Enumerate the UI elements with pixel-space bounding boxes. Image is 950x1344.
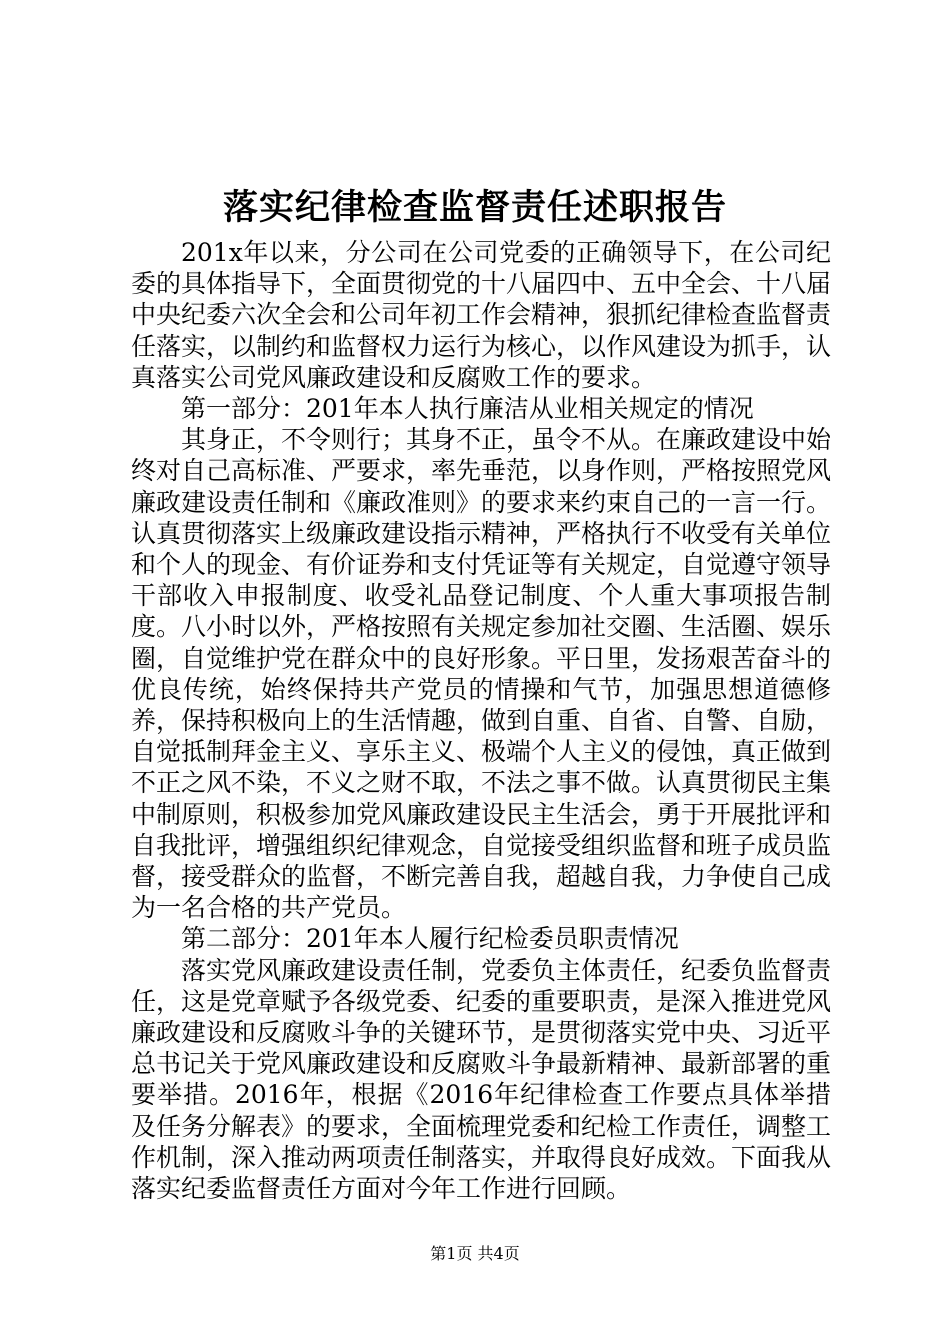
part-two-paragraph: 落实党风廉政建设责任制，党委负主体责任，纪委负监督责任，这是党章赋予各级党委、纪委的重要职责，是深入推进党风廉政建设和反腐败斗争的关键环节，是贯彻落实党中央、习近平总书记关于党风廉政建设和反腐败斗争最新精神、最新部署的重要举措。2016年，根据《2016年纪律检查工作要点具体举措及任务分解表》的要求，全面梳理党委和纪检工作责任，调整工作机制，深入推动两项责任制落实，并取得良好成效。下面我从落实纪委监督责任方面对今年工作进行回顾。 bbox=[131, 955, 832, 1204]
intro-paragraph: 201x年以来，分公司在公司党委的正确领导下，在公司纪委的具体指导下，全面贯彻党的十八届四中、五中全会、十八届中央纪委六次全会和公司年初工作会精神，狠抓纪律检查监督责任落实，以制约和监督权力运行为核心，以作风建设为抓手，认真落实公司党风廉政建设和反腐败工作的要求。 bbox=[131, 238, 832, 392]
page-footer: 第1页 共4页 bbox=[430, 1244, 520, 1263]
document-title: 落实纪律检查监督责任述职报告 bbox=[222, 187, 727, 228]
section-heading-part-one: 第一部分：201年本人执行廉洁从业相关规定的情况 bbox=[181, 394, 754, 424]
section-heading-part-two: 第二部分：201年本人履行纪检委员职责情况 bbox=[181, 924, 679, 954]
part-one-paragraph: 其身正，不令则行；其身不正，虽令不从。在廉政建设中始终对自己高标准、严要求，率先垂范，以身作则，严格按照党风廉政建设责任制和《廉政准则》的要求来约束自己的一言一行。认真贯彻落实上级廉政建设指示精神，严格执行不收受有关单位和个人的现金、有价证券和支付凭证等有关规定，自觉遵守领导干部收入申报制度、收受礼品登记制度、个人重大事项报告制度。八小时以外，严格按照有关规定参加社交圈、生活圈、娱乐圈，自觉维护党在群众中的良好形象。平日里，发扬艰苦奋斗的优良传统，始终保持共产党员的情操和气节，加强思想道德修养，保持积极向上的生活情趣，做到自重、自省、自警、自励，自觉抵制拜金主义、享乐主义、极端个人主义的侵蚀，真正做到不正之风不染，不义之财不取，不法之事不做。认真贯彻民主集中制原则，积极参加党风廉政建设民主生活会，勇于开展批评和自我批评，增强组织纪律观念，自觉接受组织监督和班子成员监督，接受群众的监督，不断完善自我，超越自我，力争使自己成为一名合格的共产党员。 bbox=[131, 425, 832, 923]
document-body bbox=[131, 237, 831, 1204]
